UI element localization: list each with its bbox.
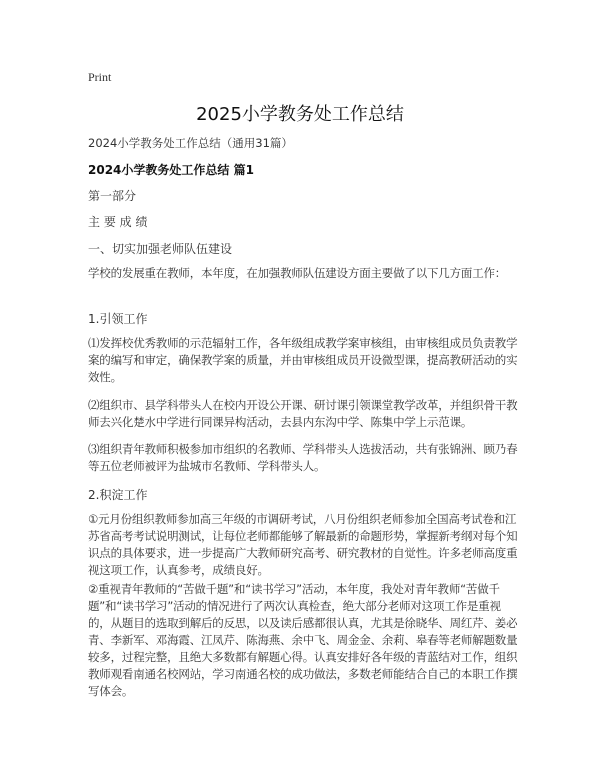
document-subtitle: 2024小学教务处工作总结（通用31篇） <box>88 136 293 150</box>
subheading-leadership: 1.引领工作 <box>88 312 148 326</box>
paragraph-leadership-1: ⑴发挥校优秀教师的示范辐射工作，各年级组成教学案审核组，由审核组成员负责教学案的编写和审定，确保教学案的质量，并由审核组成员开设微型课，提高教研活动的实效性。 <box>88 336 518 384</box>
paragraph-leadership-3: ⑶组织青年教师积极参加市组织的名教师、学科带头人选拔活动，共有张锦洲、顾乃春等五位老师被评为盐城市名教师、学科带头人。 <box>88 442 518 473</box>
print-link[interactable]: Print <box>88 70 112 84</box>
main-results-heading: 主 要 成 绩 <box>88 215 148 229</box>
paragraph-leadership-2: ⑵组织市、县学科带头人在校内开设公开课、研讨课引领课堂教学改革，并组织骨干教师去兴化楚水中学进行同课异构活动，去县内东沟中学、陈集中学上示范课。 <box>88 398 518 429</box>
intro-paragraph: 学校的发展重在教师，本年度，在加强教师队伍建设方面主要做了以下几方面工作： <box>88 266 507 280</box>
paragraph-accumulation-1: ①元月份组织教师参加高三年级的市调研考试，八月份组织老师参加全国高考试卷和江苏省高考考试说明测试，让每位老师都能够了解最新的命题形势，掌握新考纲对每个知识点的具体要求，进一步提高广大教师研究高考、研究教材的自觉性。许多老师高度重视这项工作，认真参考，成绩良好。 <box>88 512 518 577</box>
subheading-accumulation: 2.积淀工作 <box>88 488 148 502</box>
section-heading: 2024小学教务处工作总结 篇1 <box>88 163 254 177</box>
part-label: 第一部分 <box>88 189 137 203</box>
page-title: 2025小学教务处工作总结 <box>196 104 404 125</box>
paragraph-accumulation-2: ②重视青年教师的“苦做千题”和“读书学习”活动，本年度，我处对青年教师“苦做千题”和“读书学习”活动的情况进行了两次认真检查，绝大部分老师对这项工作是重视的，从题目的选取到解后的反思，以及读后感都很认真，尤其是徐晓华、周红芹、姜必青、李新军、邓海霞、江凤芹、陈海燕、余中飞、周金金、余莉、皋春等老师解题数量较多，过程完整，且绝大多数都有解题心得。认真安排好各年级的青蓝结对工作，组织教师观看南通名校网站，学习南通名校的成功做法，多数老师能结合自己的本职工作撰写体会。 <box>88 582 518 698</box>
heading-teacher-team: 一、切实加强老师队伍建设 <box>88 242 233 256</box>
